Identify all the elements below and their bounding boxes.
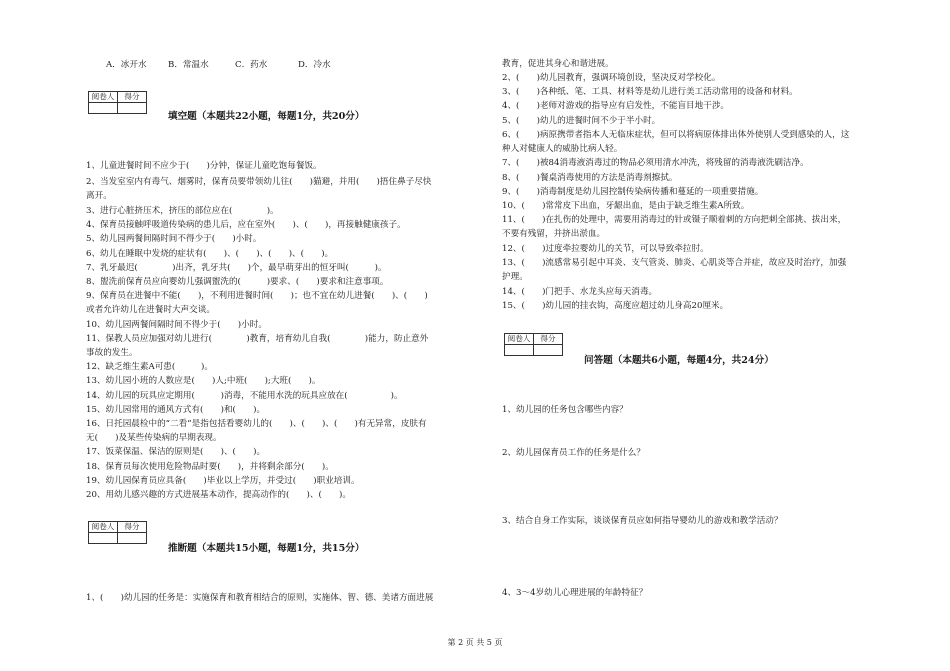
reviewer-cell — [89, 533, 118, 544]
fill-item: 14、幼儿园的玩具应定期用( )消毒，不能用水洗的玩具应放在( )。 — [86, 391, 403, 401]
fill-item: 13、幼儿园小班的人数应是( )人;中班( );大班( )。 — [86, 376, 321, 386]
judge-item: 教育，促进其身心和谐进展。 — [502, 59, 614, 69]
judge-section-title: 推断题（本题共15小题，每题1分，共15分） — [168, 543, 365, 554]
score-label: 得分 — [534, 334, 563, 345]
qa-item: 3、结合自身工作实际，谈谈保育员应如何指导婴幼儿的游戏和教学活动？ — [502, 516, 783, 526]
fill-item: 6、幼儿在睡眠中发烧的症状有( )、( )、( )、( )。 — [86, 249, 334, 259]
judge-item: 8、( )餐桌消毒使用的方法是消毒剂擦拭。 — [502, 173, 678, 183]
judge-item: 4、( )老师对游戏的指导应有启发性，不能盲目地干涉。 — [502, 101, 730, 111]
fill-item: 15、幼儿园常用的通风方式有( )和( )。 — [86, 405, 266, 415]
reviewer-cell — [505, 345, 534, 356]
fill-item: 20、用幼儿感兴趣的方式进展基本动作，提高动作的( )、( )。 — [86, 490, 351, 500]
judge-item: 10、( )常常皮下出血，牙龈出血，是由于缺乏维生素A所致。 — [502, 201, 750, 211]
option-c: C．药水 — [235, 60, 268, 70]
score-cell — [118, 533, 147, 544]
judge-item: 12、( )过度牵拉婴幼儿的关节，可以导致牵拉肘。 — [502, 244, 709, 254]
reviewer-label: 阅卷人 — [505, 334, 534, 345]
score-box — [88, 521, 147, 544]
fill-item: 12、缺乏维生素A可患( )。 — [86, 362, 213, 372]
score-cell — [534, 345, 563, 356]
fill-item: 或者允许幼儿在进餐时大声交谈。 — [86, 305, 215, 315]
option-d: D．冷水 — [298, 60, 331, 70]
judge-item: 11、( )在扎伤的处理中，需要用消毒过的针或镊子顺着刺的方向把刺全部挑、拔出来， — [502, 215, 847, 225]
fill-item: 10、幼儿园两餐间隔时间不得少于( )小时。 — [86, 320, 267, 330]
fill-item: 无( )及某些传染病的早期表现。 — [86, 433, 222, 443]
page-footer: 第 2 页 共 5 页 — [447, 638, 503, 647]
score-cell — [118, 103, 147, 114]
fill-item: 18、保育员每次使用危险物品时要( )，并将剩余部分( )。 — [86, 462, 334, 472]
qa-item: 4、3～4岁幼儿心理进展的年龄特征？ — [502, 588, 648, 598]
fill-item: 3、进行心脏挤压术，挤压的部位应在( )。 — [86, 206, 279, 216]
score-label: 得分 — [118, 92, 147, 103]
judge-item: 9、( )消毒制度是幼儿园控制传染病传播和蔓延的一项重要措施。 — [502, 187, 764, 197]
qa-item: 2、幼儿园保育员工作的任务是什么？ — [502, 448, 645, 458]
fill-item: 2、当发室室内有毒气、烟雾时，保育员要带领幼儿往( )猫避，并用( )捂住鼻子尽快 — [86, 177, 432, 187]
fill-item: 16、日托园晨检中的“二看”是指包括看婴幼儿的( )、( )、( )有无异常，皮肤有 — [86, 419, 427, 429]
fill-item: 19、幼儿园保育员应具备( )毕业以上学历，并受过( )职业培训。 — [86, 476, 360, 486]
judge-item: 15、( )幼儿园的挂衣钩，高度应超过幼儿身高20厘米。 — [502, 301, 729, 311]
fill-item: 8、盥洗前保育员应向婴幼儿强调盥洗的( )要求、( )要求和注意事项。 — [86, 277, 389, 287]
fill-item: 事故的发生。 — [86, 348, 138, 358]
option-a: A．冰开水 — [106, 60, 147, 70]
reviewer-label: 阅卷人 — [89, 92, 118, 103]
qa-section-title: 问答题（本题共6小题，每题4分，共24分） — [584, 355, 774, 366]
fill-item: 11、保教人员应加强对幼儿进行( )教育，培育幼儿自我( )能力，防止意外 — [86, 334, 429, 344]
fill-item: 4、保育员接触呼吸道传染病的患儿后，应在室外( )、( )，再接触健康孩子。 — [86, 220, 406, 230]
judge-item: 护理。 — [502, 272, 528, 282]
fill-item: 9、保育员在进餐中不能( )，不利用进餐时间( )；也不宜在幼儿进餐( )、( ) — [86, 291, 428, 301]
score-box — [88, 91, 147, 114]
judge-item: 1、( )幼儿园的任务是：实施保育和教育相结合的原则，实施体、智、德、美诸方面进展 — [86, 593, 434, 603]
judge-item: 6、( )病原携带者指本人无临床症状，但可以将病原体排出体外使别人受到感染的人，这 — [502, 130, 850, 140]
fill-section-title: 填空题（本题共22小题，每题1分，共20分） — [168, 111, 365, 122]
judge-item: 不要有残留，并挤出淤血。 — [502, 229, 606, 239]
reviewer-cell — [89, 103, 118, 114]
fill-item: 5、幼儿园两餐间隔时间不得少于( )小时。 — [86, 234, 262, 244]
judge-item: 5、( )幼儿的进餐时间不少于半小时。 — [502, 116, 661, 126]
qa-item: 1、幼儿园的任务包含哪些内容？ — [502, 405, 628, 415]
judge-item: 7、( )被84消毒液消毒过的物品必须用清水冲洗，将残留的消毒液洗刷洁净。 — [502, 158, 809, 168]
judge-item: 14、( )门把手、水龙头应每天消毒。 — [502, 287, 658, 297]
fill-item: 17、饭菜保温、保洁的原则是( )、( )。 — [86, 447, 266, 457]
fill-item: 离开。 — [86, 191, 112, 201]
fill-item: 7、乳牙最迟( )出齐，乳牙共( )个，最早萌芽出的恒牙叫( )。 — [86, 263, 387, 273]
judge-item: 2、( )幼儿园教育，强调环境创设，坚决反对学校化。 — [502, 73, 721, 83]
fill-item: 1、儿童进餐时间不应少于( )分钟，保证儿童吃饱每餐饭。 — [86, 161, 322, 171]
option-b: B．常温水 — [168, 60, 209, 70]
judge-item: 13、( )流感常易引起中耳炎、支气管炎、肺炎、心肌炎等合并症，故应及时治疗，加强 — [502, 258, 847, 268]
judge-item: 种人对健康人的威胁比病人轻。 — [502, 144, 623, 154]
reviewer-label: 阅卷人 — [89, 522, 118, 533]
score-box — [504, 333, 563, 356]
judge-item: 3、( )各种纸、笔、工具、材料等是幼儿进行美工活动常用的设备和材料。 — [502, 87, 798, 97]
score-label: 得分 — [118, 522, 147, 533]
